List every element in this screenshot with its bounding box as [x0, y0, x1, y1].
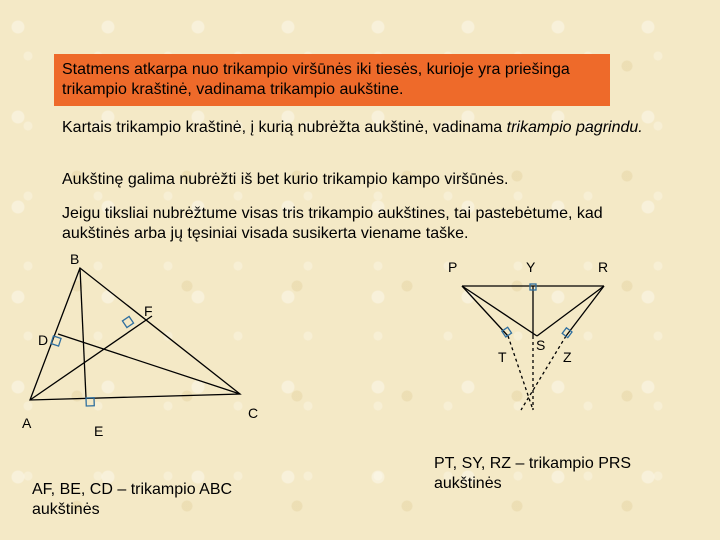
label-c: C	[248, 405, 259, 421]
intersection-paragraph: Jeigu tiksliai nubrėžtume visas tris trikampio aukštines, tai pastebėtume, kad aukštinės arba jų tęsiniai visada susikerta viename taške.	[62, 205, 603, 242]
label-d: D	[38, 332, 49, 348]
altitude-pt	[462, 286, 508, 336]
any-vertex-paragraph: Aukštinę galima nubrėžti iš bet kurio trikampio kampo viršūnės.	[62, 171, 509, 188]
right-angle-f	[122, 316, 133, 327]
altitude-rz	[566, 286, 604, 336]
caption-abc: AF, BE, CD – trikampio ABC aukštinės	[32, 481, 233, 518]
triangle-abc	[30, 268, 240, 406]
label-f: F	[144, 303, 153, 319]
caption-prs: PT, SY, RZ – trikampio PRS aukštinės	[434, 455, 632, 492]
label-z: Z	[563, 349, 572, 365]
label-e: E	[94, 423, 104, 439]
altitude-be	[80, 268, 86, 398]
side-ps	[462, 286, 537, 336]
label-t: T	[498, 349, 507, 365]
label-p: P	[448, 259, 458, 275]
label-r: R	[598, 259, 609, 275]
side-rs	[537, 286, 604, 336]
label-y: Y	[526, 259, 536, 275]
triangle-prs	[462, 284, 604, 410]
label-a: A	[22, 415, 32, 431]
base-prefix: Kartais trikampio kraštinė, į kurią nubrėžta aukštinė, vadinama	[62, 119, 507, 136]
definition-text: Statmens atkarpa nuo trikampio viršūnės iki tiesės, kurioje yra priešinga trikampio kraštinė, vadinama trikampio aukštine.	[62, 61, 570, 98]
label-s: S	[536, 337, 546, 353]
right-angle-d	[51, 336, 61, 346]
base-term: trikampio pagrindu.	[506, 119, 643, 136]
altitude-af	[30, 316, 152, 400]
extension-pt	[508, 336, 533, 410]
triangle-abc-outline	[30, 268, 240, 400]
label-b: B	[70, 251, 80, 267]
